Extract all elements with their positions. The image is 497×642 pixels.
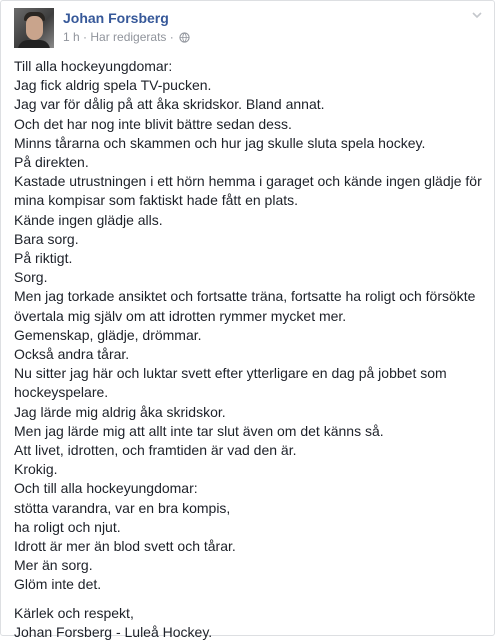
- text-line: hockeyspelare.: [14, 384, 109, 401]
- text-line: Bara sorg.: [14, 230, 79, 247]
- text-line: Men jag torkade ansiktet och fortsatte träna, fortsatte ha roligt och försökte: [14, 288, 476, 305]
- avatar-shirt: [18, 40, 50, 48]
- meta-separator: ·: [169, 30, 174, 44]
- text-line: På riktigt.: [14, 250, 73, 267]
- paragraph-gap: [14, 595, 484, 604]
- text-line: Kärlek och respekt,: [14, 604, 134, 621]
- text-line: Minns tårarna och skammen och hur jag skulle sluta spela hockey.: [14, 134, 426, 151]
- avatar[interactable]: [14, 8, 54, 48]
- text-line: ha roligt och njut.: [14, 518, 121, 535]
- text-line: Och det har nog inte blivit bättre sedan dess.: [14, 115, 292, 132]
- text-line: Idrott är mer än blod svett och tårar.: [14, 538, 236, 555]
- text-line: Också andra tårar.: [14, 346, 130, 363]
- text-line: Gemenskap, glädje, drömmar.: [14, 326, 202, 343]
- post-meta: [63, 29, 190, 45]
- post-signoff: [14, 604, 484, 642]
- meta-separator: ·: [83, 30, 88, 44]
- post-header: [14, 8, 484, 48]
- text-line: Krokig.: [14, 461, 58, 478]
- text-line: övertala mig själv om att idrotten rymmer mycket mer.: [14, 307, 347, 324]
- text-line: Men jag lärde mig att allt inte tar slut även om det känns så.: [14, 422, 384, 439]
- text-line: Johan Forsberg - Luleå Hockey.: [14, 623, 213, 640]
- author-name[interactable]: Johan Forsberg: [63, 10, 169, 26]
- text-line: Sorg.: [14, 269, 48, 286]
- text-line: Och till alla hockeyungdomar:: [14, 480, 198, 497]
- text-line: Nu sitter jag här och luktar svett efter ytterligare en dag på jobbet som: [14, 365, 447, 382]
- text-line: Att livet, idrotten, och framtiden är vad den är.: [14, 442, 297, 459]
- text-line: På direkten.: [14, 154, 89, 171]
- text-line: Kände ingen glädje alls.: [14, 211, 163, 228]
- text-line: Glöm inte det.: [14, 576, 102, 593]
- chevron-down-icon[interactable]: [470, 8, 484, 22]
- edited-label[interactable]: Har redigerats: [90, 30, 167, 44]
- avatar-face: [26, 16, 43, 40]
- text-line: Mer än sorg.: [14, 557, 93, 574]
- post-text: [14, 57, 484, 595]
- post-timestamp[interactable]: 1 h: [63, 30, 80, 44]
- globe-icon[interactable]: [179, 32, 190, 43]
- text-line: stötta varandra, var en bra kompis,: [14, 499, 231, 516]
- post-body: [14, 57, 484, 642]
- text-line: Kastade utrustningen i ett hörn hemma i garaget och kände ingen glädje för: [14, 173, 482, 190]
- text-line: Jag fick aldrig spela TV-pucken.: [14, 77, 212, 94]
- text-line: Till alla hockeyungdomar:: [14, 58, 173, 74]
- text-line: Jag var för dålig på att åka skridskor. Bland annat.: [14, 96, 325, 113]
- text-line: Jag lärde mig aldrig åka skridskor.: [14, 403, 226, 420]
- text-line: mina kompisar som faktiskt hade fått en plats.: [14, 192, 299, 209]
